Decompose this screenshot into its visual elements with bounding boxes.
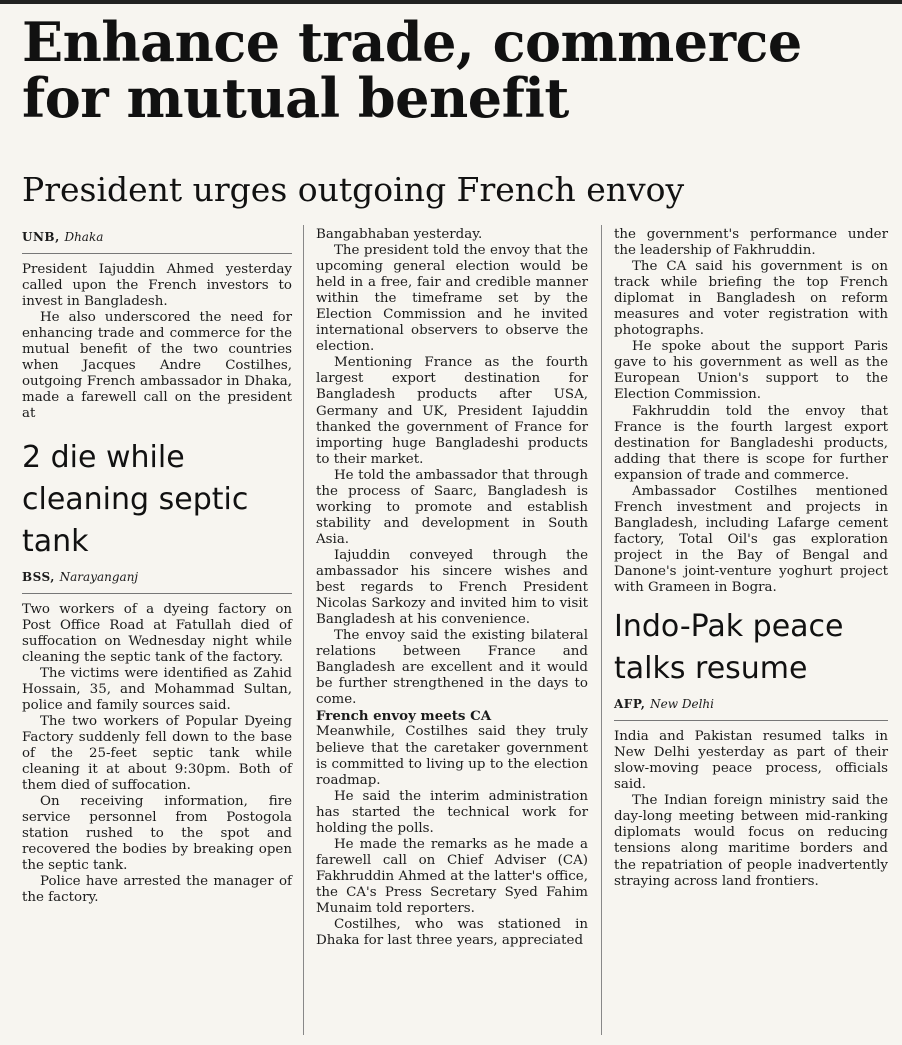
column-divider: [601, 225, 602, 1035]
article-subheading: French envoy meets CA: [316, 708, 492, 725]
column-divider: [303, 225, 304, 1035]
article-paragraph: Costilhes, who was stationed in Dhaka for last three years, appreciated: [316, 917, 588, 949]
article-paragraph: He also underscored the need for enhancing trade and commerce for the mutual benefit of the two countries when Jacques Andre Costilhes, outgoing French ambassador in Dhaka, made a farewell call on the president at: [22, 310, 292, 422]
byline-agency: AFP,: [614, 697, 646, 712]
article-paragraph: The CA said his government is on track while briefing the top French diplomat in Bangladesh on reform measures and voter registration with photographs.: [614, 259, 888, 339]
byline-location: Narayanganj: [59, 569, 139, 584]
column-1: [22, 229, 292, 906]
article-paragraph: Meanwhile, Costilhes said they truly believe that the caretaker government is committed to living up to the election roadmap.: [316, 724, 588, 788]
article-paragraph: The president told the envoy that the upcoming general election would be held in a free, fair and credible manner within the timeframe set by the Election Commission and he invited international observers to observe the election.: [316, 243, 588, 355]
article-paragraph: Police have arrested the manager of the factory.: [22, 874, 292, 906]
article-paragraph: Iajuddin conveyed through the ambassador his sincere wishes and best regards to French President Nicolas Sarkozy and invited him to visit Bangladesh at his convenience.: [316, 547, 588, 628]
article-paragraph: The two workers of Popular Dyeing Factory suddenly fell down to the base of the 25-feet septic tank while cleaning it at about 9:30pm. Both of them died of suffocation.: [22, 713, 292, 794]
main-byline: [22, 229, 292, 254]
top-rule: [0, 0, 902, 4]
article-paragraph: Mentioning France as the fourth largest export destination for Bangladesh products after USA, Germany and UK, President Iajuddin thanked the government of France for importing huge Bangladeshi products to their market.: [316, 355, 588, 467]
septic-headline: 2 die while cleaning septic tank: [22, 439, 249, 559]
byline-location: New Delhi: [650, 697, 714, 712]
article-paragraph: He told the ambassador that through the process of Saarc, Bangladesh is working to promote and establish stability and development in South Asia.: [316, 467, 588, 547]
indopak-byline: [614, 696, 888, 721]
article-paragraph: He said the interim administration has started the technical work for holding the polls.: [316, 788, 588, 836]
byline-agency: BSS,: [22, 569, 55, 584]
septic-byline: [22, 569, 292, 594]
article-paragraph: President Iajuddin Ahmed yesterday called upon the French investors to invest in Bangladesh.: [22, 262, 292, 310]
article-paragraph: He made the remarks as he made a farewell call on Chief Adviser (CA) Fakhruddin Ahmed at the latter's office, the CA's Press Secretary Syed Fahim Munaim told reporters.: [316, 836, 588, 916]
indopak-headline: Indo-Pak peace talks resume: [614, 609, 844, 687]
article-paragraph: On receiving information, fire service personnel from Postogola station rushed to the spot and recovered the bodies by breaking open the septic tank.: [22, 794, 292, 874]
article-paragraph: The victims were identified as Zahid Hossain, 35, and Mohammad Sultan, police and family sources said.: [22, 665, 292, 713]
byline-location: Dhaka: [64, 230, 104, 244]
article-paragraph: Two workers of a dyeing factory on Post Office Road at Fatullah died of suffocation on Wednesday night while cleaning the septic tank of the factory.: [22, 601, 292, 665]
article-paragraph: Ambassador Costilhes mentioned French investment and projects in Bangladesh, including Lafarge cement factory, Total Oil's gas exploration project in the Bay of Bengal and Danone's joint-venture yoghurt project with Grameen in Bogra.: [614, 483, 888, 596]
article-paragraph: The Indian foreign ministry said the day-long meeting between mid-ranking diplomats would focus on reducing tensions along maritime borders and the repatriation of people inadvertently straying across land frontiers.: [614, 793, 888, 889]
article-paragraph: Bangabhaban yesterday.: [316, 227, 483, 242]
main-headline: Enhance trade, commerce for mutual benefit: [22, 10, 802, 130]
article-paragraph: Fakhruddin told the envoy that France is the fourth largest export destination for Bangladeshi products, adding that there is scope for further expansion of trade and commerce.: [614, 403, 888, 483]
main-subhead: President urges outgoing French envoy: [22, 170, 685, 209]
article-paragraph: India and Pakistan resumed talks in New Delhi yesterday as part of their slow-moving peace process, officials said.: [614, 729, 888, 793]
column-3: [614, 227, 888, 890]
byline-agency: UNB,: [22, 230, 60, 244]
article-paragraph: He spoke about the support Paris gave to his government as well as the European Union's support to the Election Commission.: [614, 339, 888, 403]
column-2: [316, 227, 588, 949]
article-paragraph: the government's performance under the leadership of Fakhruddin.: [614, 227, 888, 259]
article-paragraph: The envoy said the existing bilateral relations between France and Bangladesh are excellent and it would be further strengthened in the days to come.: [316, 628, 588, 708]
